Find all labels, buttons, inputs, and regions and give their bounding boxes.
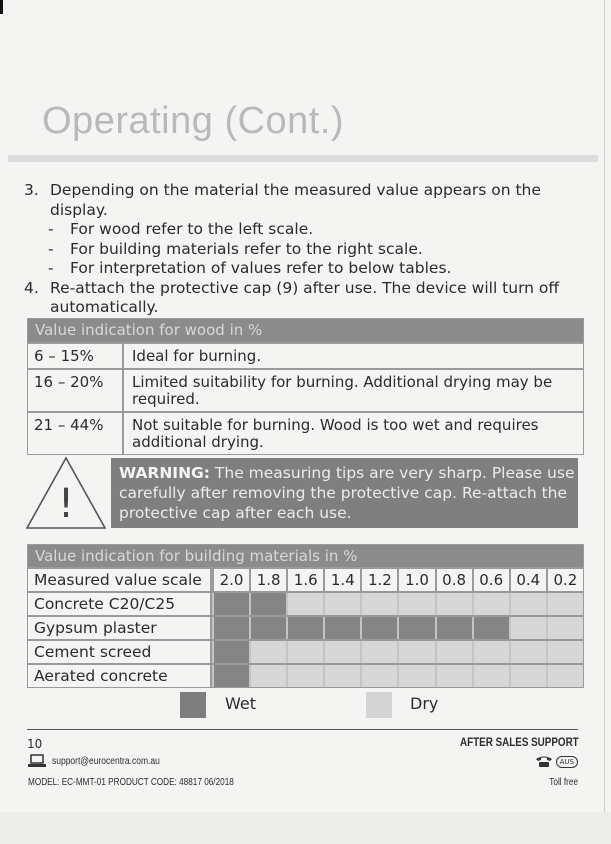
wood-range: 6 – 15% bbox=[28, 344, 124, 368]
sub-step-dash: - bbox=[48, 259, 54, 277]
sub-step-dash: - bbox=[48, 220, 54, 238]
dry-cell bbox=[509, 617, 546, 639]
material-name: Cement screed bbox=[28, 641, 212, 663]
wood-range: 21 – 44% bbox=[28, 413, 124, 454]
dry-cell bbox=[435, 641, 472, 663]
step-3 bbox=[24, 181, 594, 220]
scale-value: 1.4 bbox=[323, 569, 360, 591]
sub-step-interpretation bbox=[24, 259, 594, 279]
page-bottom-shade bbox=[0, 812, 611, 844]
dry-cell bbox=[546, 617, 583, 639]
page-number: 10 bbox=[27, 737, 43, 751]
table-row bbox=[28, 591, 583, 615]
dry-cell bbox=[249, 665, 286, 687]
wet-cell bbox=[212, 665, 249, 687]
wet-cell bbox=[212, 593, 249, 615]
dry-cell bbox=[323, 593, 360, 615]
wood-table-header: Value indication for wood in % bbox=[28, 319, 583, 342]
sub-step-text: For building materials refer to the right scale. bbox=[70, 239, 423, 258]
scale-value: 2.0 bbox=[212, 569, 249, 591]
dry-cell bbox=[472, 665, 509, 687]
table-row bbox=[28, 615, 583, 639]
scale-value: 0.8 bbox=[435, 569, 472, 591]
step-4 bbox=[24, 279, 594, 318]
sub-step-text: For interpretation of values refer to below tables. bbox=[70, 259, 452, 277]
dry-cell bbox=[397, 665, 434, 687]
wood-description: Not suitable for burning. Wood is too wet and requires additional drying. bbox=[132, 416, 539, 451]
material-name: Aerated concrete bbox=[28, 665, 212, 687]
wet-cell bbox=[286, 617, 323, 639]
support-email[interactable]: support@eurocentra.com.au bbox=[52, 755, 160, 767]
dry-cell bbox=[360, 665, 397, 687]
title-divider bbox=[8, 155, 598, 162]
dry-cell bbox=[546, 593, 583, 615]
scale-label: Measured value scale bbox=[28, 569, 212, 591]
table-row bbox=[28, 663, 583, 687]
dry-cell bbox=[286, 593, 323, 615]
wood-value-table bbox=[27, 318, 584, 455]
page-edge-mark bbox=[0, 0, 3, 14]
dry-cell bbox=[397, 593, 434, 615]
dry-cell bbox=[435, 593, 472, 615]
scale-value: 1.6 bbox=[286, 569, 323, 591]
table-row bbox=[28, 368, 583, 411]
wet-cell bbox=[323, 617, 360, 639]
scale-value: 1.2 bbox=[360, 569, 397, 591]
dry-cell bbox=[546, 665, 583, 687]
sub-step-dash: - bbox=[48, 239, 54, 258]
wood-description: Limited suitability for burning. Additional drying may be required. bbox=[132, 373, 553, 408]
sub-step-wood bbox=[24, 220, 594, 240]
phone-line bbox=[535, 755, 578, 768]
dry-cell bbox=[397, 641, 434, 663]
wood-description: Ideal for burning. bbox=[132, 347, 262, 365]
scale-value: 0.6 bbox=[472, 569, 509, 591]
toll-free-label: Toll free bbox=[549, 777, 578, 788]
dry-cell bbox=[323, 641, 360, 663]
sub-step-text: For wood refer to the left scale. bbox=[70, 220, 314, 238]
wet-cell bbox=[397, 617, 434, 639]
warning-triangle-icon bbox=[24, 455, 108, 531]
step-text: Re-attach the protective cap (9) after use. The device will turn off automatically. bbox=[50, 278, 560, 316]
legend-wet-swatch bbox=[180, 692, 206, 718]
dry-cell bbox=[286, 641, 323, 663]
dry-cell bbox=[472, 593, 509, 615]
instruction-steps bbox=[24, 181, 594, 318]
wet-cell bbox=[249, 593, 286, 615]
dry-cell bbox=[286, 665, 323, 687]
dry-cell bbox=[360, 593, 397, 615]
page-title: Operating (Cont.) bbox=[42, 100, 345, 142]
wet-cell bbox=[212, 641, 249, 663]
step-text: Depending on the material the measured value appears on the display. bbox=[50, 181, 541, 219]
page-edge-line bbox=[604, 0, 605, 844]
dry-cell bbox=[435, 665, 472, 687]
materials-table-header: Value indication for building materials in % bbox=[28, 545, 583, 567]
laptop-icon bbox=[28, 754, 46, 768]
legend-dry-label: Dry bbox=[410, 694, 439, 713]
wet-cell bbox=[249, 617, 286, 639]
wood-range: 16 – 20% bbox=[28, 370, 124, 411]
dry-cell bbox=[546, 641, 583, 663]
step-number: 3. bbox=[24, 181, 39, 199]
scale-row bbox=[28, 567, 583, 591]
dry-cell bbox=[249, 641, 286, 663]
aus-badge: AUS bbox=[556, 756, 578, 768]
dry-cell bbox=[509, 593, 546, 615]
support-email-line bbox=[28, 754, 179, 768]
scale-value: 1.8 bbox=[249, 569, 286, 591]
legend-dry-swatch bbox=[366, 692, 392, 718]
material-rows bbox=[28, 591, 583, 687]
dry-cell bbox=[323, 665, 360, 687]
material-name: Concrete C20/C25 bbox=[28, 593, 212, 615]
scale-value: 0.4 bbox=[509, 569, 546, 591]
step-number: 4. bbox=[24, 278, 39, 297]
dry-cell bbox=[509, 665, 546, 687]
dry-cell bbox=[509, 641, 546, 663]
wet-cell bbox=[435, 617, 472, 639]
sub-step-building bbox=[24, 240, 594, 260]
warning-exclamation: ! bbox=[57, 481, 75, 527]
materials-value-table bbox=[27, 544, 584, 688]
table-row bbox=[28, 411, 583, 454]
scale-value: 0.2 bbox=[546, 569, 583, 591]
scale-value: 1.0 bbox=[397, 569, 434, 591]
phone-icon bbox=[535, 755, 553, 768]
table-row bbox=[28, 342, 583, 368]
table-row bbox=[28, 639, 583, 663]
legend-wet-label: Wet bbox=[225, 694, 256, 713]
warning-box bbox=[111, 458, 578, 528]
footer-divider bbox=[27, 729, 578, 730]
model-product-code: MODEL: EC-MMT-01 PRODUCT CODE: 48817 06/2018 bbox=[28, 777, 234, 788]
after-sales-heading: AFTER SALES SUPPORT bbox=[460, 735, 579, 749]
dry-cell bbox=[472, 641, 509, 663]
wet-cell bbox=[472, 617, 509, 639]
warning-text: The measuring tips are very sharp. Please use carefully after removing the protective cap. Re-attach the protective cap after each use. bbox=[119, 464, 575, 522]
warning-label: WARNING: bbox=[119, 464, 210, 482]
wet-cell bbox=[212, 617, 249, 639]
material-name: Gypsum plaster bbox=[28, 617, 212, 639]
wet-cell bbox=[360, 617, 397, 639]
dry-cell bbox=[360, 641, 397, 663]
